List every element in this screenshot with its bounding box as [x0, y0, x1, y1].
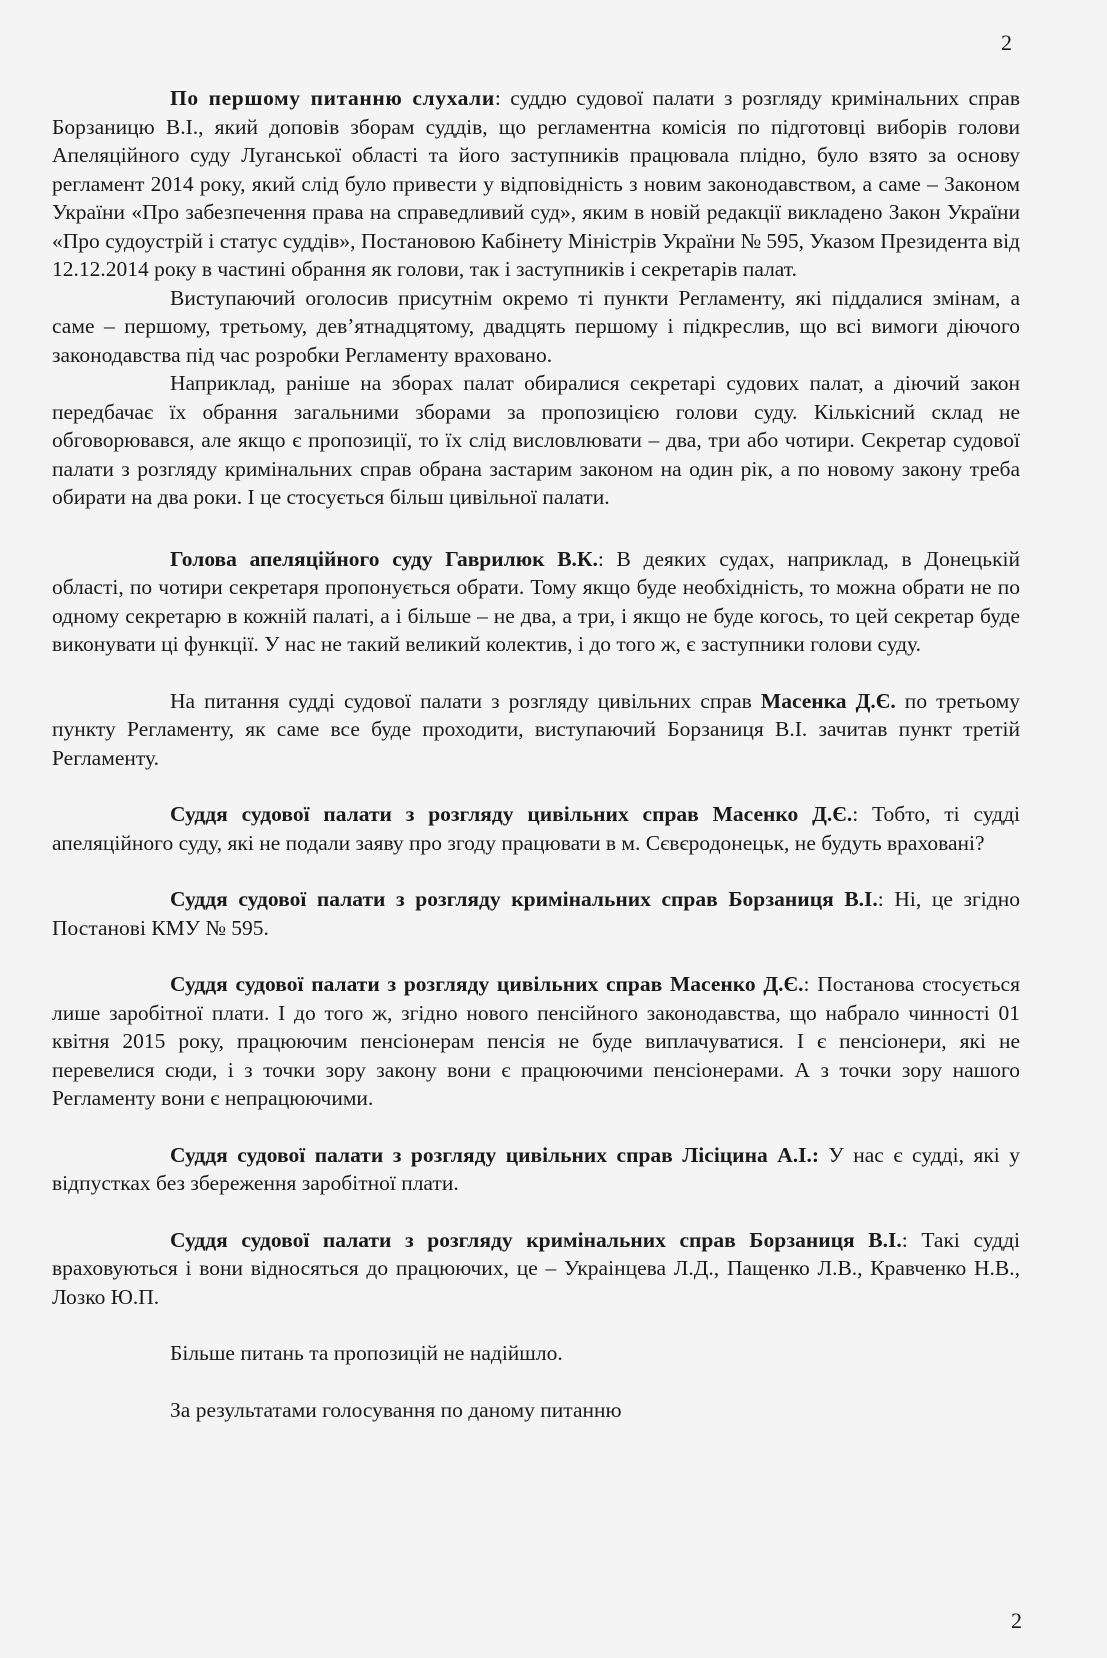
paragraph-first-question [52, 84, 1020, 284]
speaker-heading: Суддя судової палати з розгляду цивільних справ Масенко Д.Є. [170, 972, 804, 996]
paragraph-no-more-questions: Більше питань та пропозицій не надійшло. [170, 1341, 563, 1365]
paragraph-announcement: Виступаючий оголосив присутнім окремо ті пункти Регламенту, які піддалися змінам, а саме – першому, третьому, дев’ятнадцятому, двадцять першому і підкреслив, що всі вимоги діючого законодавства під час розробки Регламенту враховано. [52, 285, 1020, 367]
paragraph-head-of-court [52, 545, 1020, 659]
paragraph-text: : Такі судді враховуються і вони відносяться до працюючих, це – Украінцева Л.Д., Пащенко Л.В., Кравченко Н.В., Лозко Ю.П. [52, 1227, 1020, 1309]
paragraph-masenko-1 [52, 800, 1020, 857]
paragraph-text: : Тобто, ті судді апеляційного суду, які не подали заяву про згоду працювати в м. Сєвєродонецьк, не будуть враховані? [52, 802, 1020, 855]
paragraph-masenko-2 [52, 970, 1020, 1113]
paragraph-text: : Постанова стосується лише заробітної плати. І до того ж, згідно нового пенсійного законодавства, що набрало чинності 01 квітня 2015 року, працюючим пенсіонерам пенсія не буде виплачуватися. І є пенсіонери, які не перевелися сюди, і з точки зору закону вони є працюючими пенсіонерами. А з точки зору нашого Регламенту вони є непрацюючими. [52, 972, 1020, 1110]
paragraph-borzanytsia-2 [52, 1226, 1020, 1312]
page-number-top: 2 [1001, 30, 1012, 55]
paragraph-text: : Ні, це згідно Постанові КМУ № 595. [52, 887, 1020, 940]
paragraph-text: : В деяких судах, наприклад, в Донецькій області, по чотири секретаря пропонується обрати. Тому якщо буде необхідність, то можна обрати не по одному секретарю в кожній палаті, а і більше – не два, а три, і якщо не буде когось, то цей секретар буде виконувати ці функції. У нас не такий великий колектив, і до того ж, є заступники голови суду. [52, 546, 1020, 656]
speaker-heading: Суддя судової палати з розгляду кримінальних справ Борзаниця В.І. [170, 887, 878, 911]
speaker-heading: Суддя судової палати з розгляду цивільних справ Масенко Д.Є. [170, 802, 853, 826]
page-number-bottom: 2 [1011, 1608, 1022, 1633]
paragraph-borzanytsia-1 [52, 885, 1020, 942]
paragraph-voting-results: За результатами голосування по даному питанню [170, 1397, 622, 1422]
paragraph-text: У нас є судді, які у відпустках без збереження заробітної плати. [52, 1142, 1020, 1195]
paragraph-lisitsyna [52, 1141, 1020, 1198]
document-body [52, 84, 1020, 1424]
speaker-heading: По першому питанню слухали [170, 86, 495, 110]
paragraph-text: На питання судді судової палати з розгляду цивільних справ [170, 688, 761, 713]
paragraph-example: Наприклад, раніше на зборах палат обиралися секретарі судових палат, а діючий закон передбачає їх обрання загальними зборами за пропозицією голови суду. Кількісний склад не обговорювався, але якщо є пропозиції, то їх слід висловлювати – два, три або чотири. Секретар судової палати з розгляду кримінальних справ обрана застарим законом на один рік, а по новому закону треба обирати на два роки. І це стосується більш цивільної палати. [52, 371, 1020, 509]
paragraph-text: по третьому пункту Регламенту, як саме все буде проходити, виступаючий Борзаниця В.І. зачитав пункт третій Регламенту. [52, 688, 1021, 770]
speaker-heading: Суддя судової палати з розгляду цивільних справ Лісіцина А.І.: [170, 1142, 820, 1167]
speaker-heading: Суддя судової палати з розгляду кримінальних справ Борзаниця В.І. [170, 1227, 902, 1252]
speaker-name: Масенка Д.Є. [760, 688, 896, 713]
paragraph-text: : суддю судової палати з розгляду кримінальних справ Борзаницю В.І., який доповів зборам суддів, що регламентна комісія по підготовці виборів голови Апеляційного суду Луганської області та його заступників працювала плідно, було взято за основу регламент 2014 року, який слід було привести у відповідність з новим законодавством, а саме – Законом України «Про забезпечення права на справедливий суд», яким в новій редакції викладено Закон України «Про судоустрій і статус суддів», Постановою Кабінету Міністрів України № 595, Указом Президента від 12.12.2014 року в частині обрання як голови, так і заступників і секретарів палат. [52, 86, 1020, 281]
paragraph-question-masenko [52, 687, 1020, 773]
speaker-heading: Голова апеляційного суду Гаврилюк В.К. [170, 546, 598, 571]
